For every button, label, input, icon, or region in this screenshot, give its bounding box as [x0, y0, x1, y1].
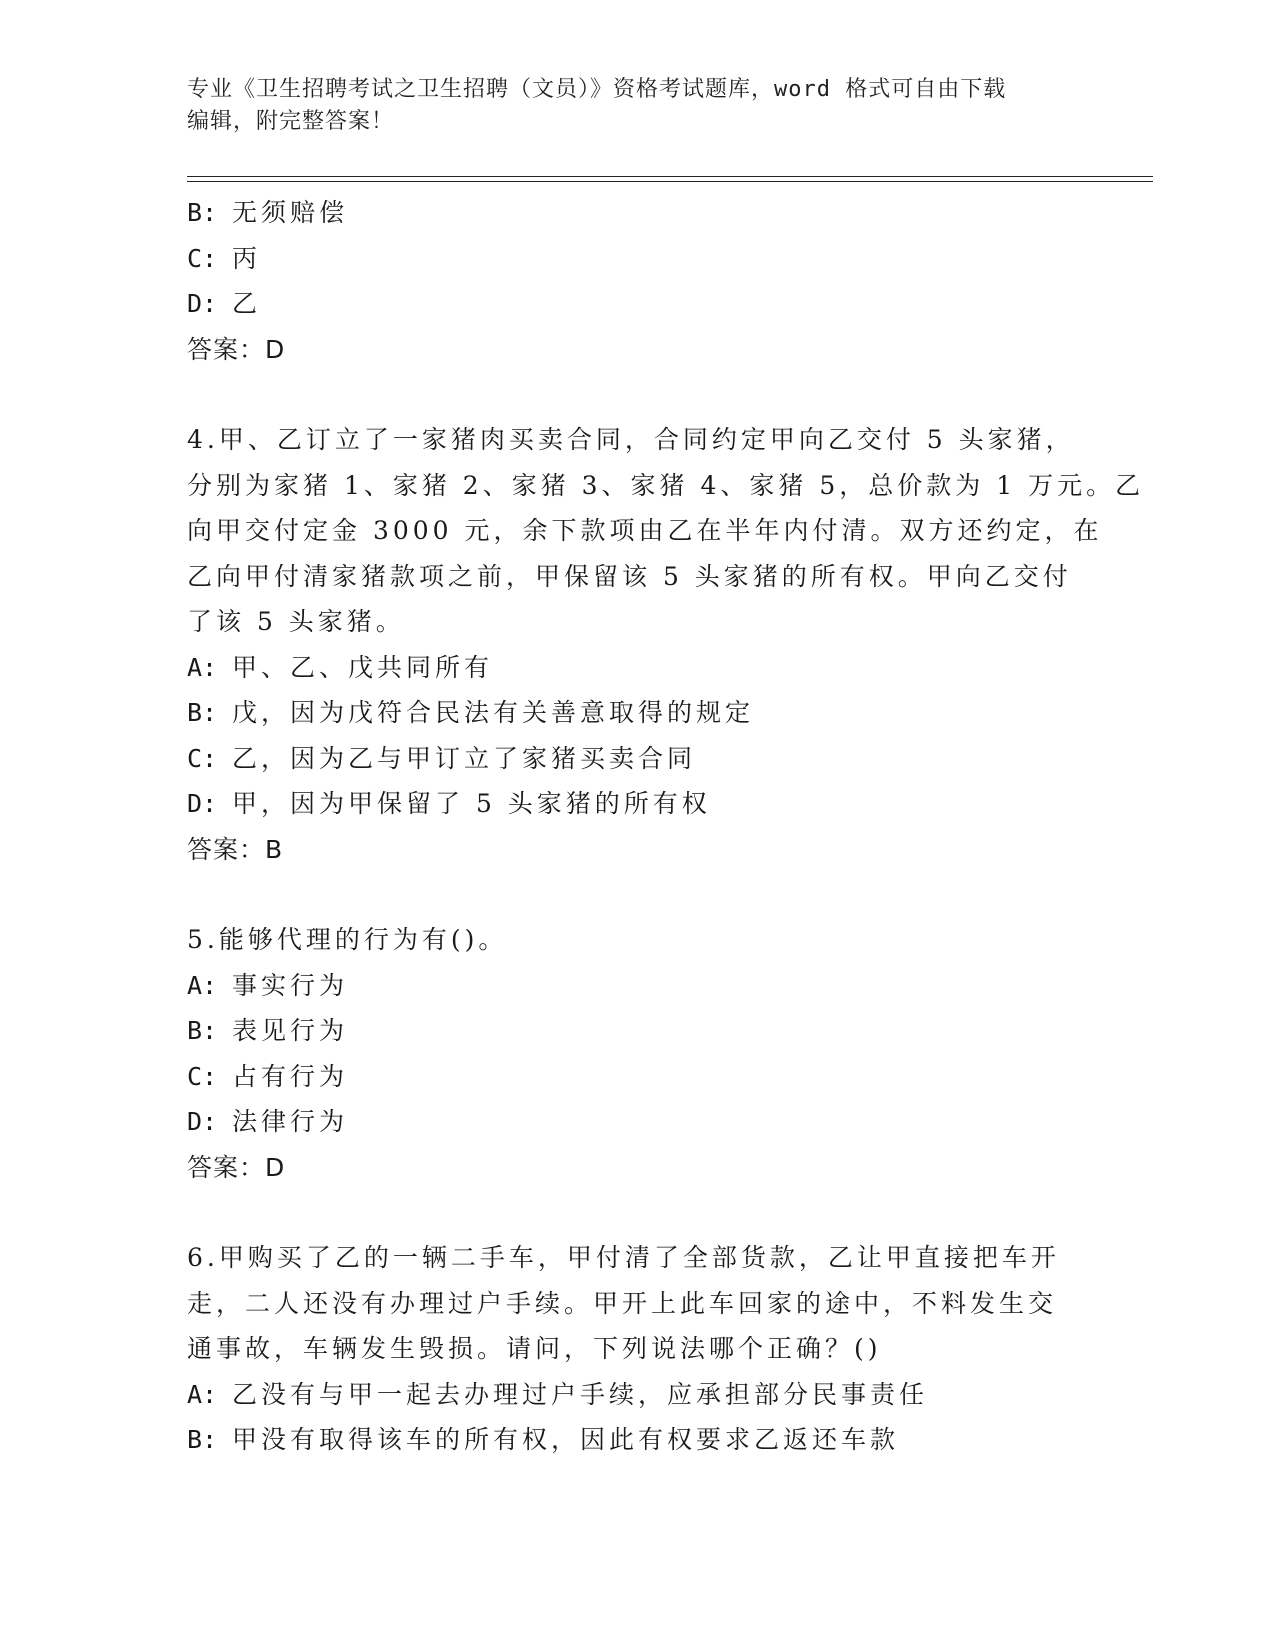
answer-line: 答案：D [187, 334, 286, 364]
answer-line: 答案：B [187, 834, 284, 864]
option-text: 乙没有与甲一起去办理过户手续，应承担部分民事责任 [232, 1379, 929, 1409]
option-text: 乙 [232, 289, 262, 318]
option-text: 丙 [232, 243, 262, 273]
option-key: B: [187, 698, 218, 727]
option-key: D: [187, 789, 218, 818]
option-d [187, 781, 1087, 827]
option-text: 甲没有取得该车的所有权，因此有权要求乙返还车款 [232, 1425, 900, 1454]
question-stem-line: 了该 5 头家猪。 [187, 607, 405, 636]
question-3 [187, 190, 1087, 372]
option-b [187, 1008, 1087, 1054]
option-text: 事实行为 [232, 970, 349, 1000]
option-key: B: [187, 1016, 218, 1045]
question-stem-line: 乙向甲付清家猪款项之前，甲保留该 5 头家猪的所有权。甲向乙交付 [187, 561, 1072, 591]
spacer [187, 372, 1087, 417]
option-c [187, 1054, 1087, 1100]
option-b [187, 690, 1087, 736]
option-text: 无须赔偿 [232, 198, 349, 227]
option-text: 甲、乙、戊共同所有 [232, 652, 494, 682]
option-text: 表见行为 [232, 1016, 349, 1045]
option-key: A: [187, 1379, 218, 1409]
question-6 [187, 1235, 1087, 1463]
spacer [187, 1190, 1087, 1235]
option-key: C: [187, 243, 218, 273]
option-key: A: [187, 652, 218, 682]
option-text: 占有行为 [232, 1061, 349, 1091]
option-text: 法律行为 [232, 1107, 349, 1136]
header-line-2: 编辑，附完整答案！ [187, 109, 395, 134]
document-header [187, 74, 1087, 138]
question-stem-line: 通事故，车辆发生毁损。请问，下列说法哪个正确？() [187, 1334, 882, 1363]
option-a [187, 645, 1087, 691]
option-text: 甲，因为甲保留了 5 头家猪的所有权 [232, 789, 711, 818]
header-line-1: 专业《卫生招聘考试之卫生招聘（文员）》资格考试题库，word 格式可自由下载 [187, 77, 1007, 102]
question-stem-line: 4.甲、乙订立了一家猪肉买卖合同，合同约定甲向乙交付 5 头家猪， [187, 425, 1075, 454]
option-d [187, 281, 1087, 327]
option-key: C: [187, 743, 218, 773]
question-stem-line: 向甲交付定金 3000 元，余下款项由乙在半年内付清。双方还约定，在 [187, 516, 1103, 545]
question-stem-line: 分别为家猪 1、家猪 2、家猪 3、家猪 4、家猪 5，总价款为 1 万元。乙 [187, 470, 1145, 500]
option-key: A: [187, 970, 218, 1000]
option-b [187, 1417, 1087, 1463]
option-c [187, 736, 1087, 782]
question-body [187, 190, 1145, 1463]
question-stem-line: 走，二人还没有办理过户手续。甲开上此车回家的途中，不料发生交 [187, 1288, 1058, 1318]
option-d [187, 1099, 1087, 1145]
option-text: 戊，因为戊符合民法有关善意取得的规定 [232, 698, 755, 727]
option-b [187, 190, 1087, 236]
question-5 [187, 917, 1087, 1190]
answer-line: 答案：D [187, 1152, 286, 1182]
option-text: 乙，因为乙与甲订立了家猪买卖合同 [232, 743, 697, 773]
question-stem-line: 5.能够代理的行为有()。 [187, 925, 508, 954]
spacer [187, 872, 1087, 917]
option-key: C: [187, 1061, 218, 1091]
option-c [187, 236, 1087, 282]
option-key: B: [187, 198, 218, 227]
option-a [187, 1372, 1087, 1418]
header-divider-top [187, 176, 1153, 177]
option-key: D: [187, 1107, 218, 1136]
option-key: D: [187, 289, 218, 318]
option-key: B: [187, 1425, 218, 1454]
question-stem-line: 6.甲购买了乙的一辆二手车，甲付清了全部货款，乙让甲直接把车开 [187, 1243, 1060, 1272]
option-a [187, 963, 1087, 1009]
question-4 [187, 417, 1145, 872]
header-divider-bottom [187, 181, 1153, 182]
